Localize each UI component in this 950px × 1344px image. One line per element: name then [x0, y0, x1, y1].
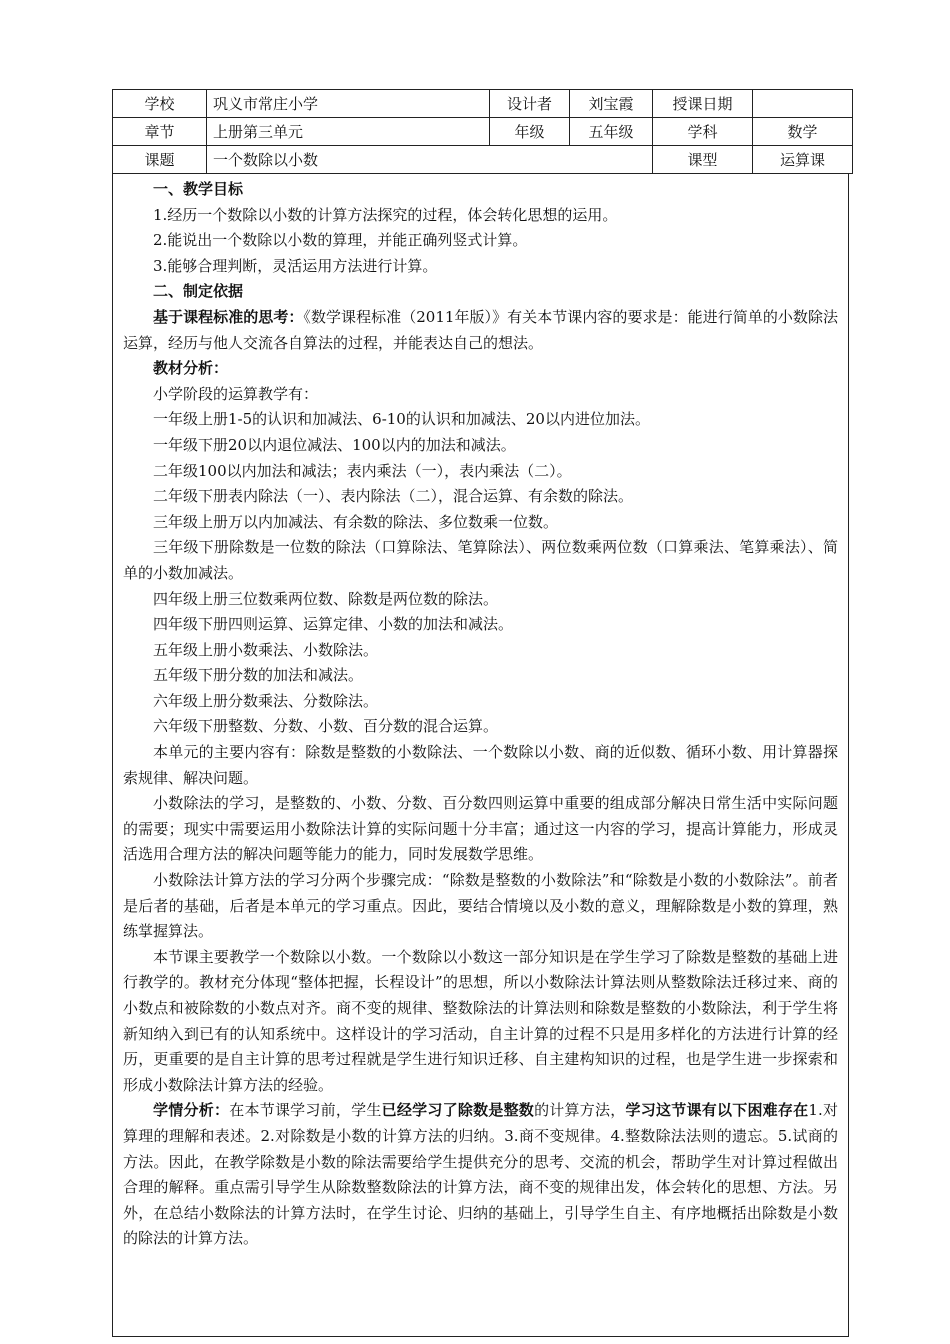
standard-text: 《数学课程标准（2011年版）》有关本节课内容的要求是：能进行简单的小数除法运算，经历与他人交流各自算法的过程，并能表达自己的想法。	[123, 307, 838, 352]
text-line: 五年级下册分数的加法和减法。	[153, 666, 364, 685]
goals-list	[123, 203, 838, 280]
goal-item: 2.能说出一个数除以小数的算理，并能正确列竖式计算。	[153, 231, 528, 250]
topic-label: 课题	[113, 146, 207, 174]
analysis-emphasis: 已经学习了除数是整数	[381, 1101, 535, 1120]
type-label: 课型	[653, 146, 753, 174]
header-table	[112, 89, 853, 174]
text-line: 小数除法计算方法的学习分两个步骤完成：“除数是整数的小数除法”和“除数是小数的小数除法”。前者是后者的基础，后者是本单元的学习重点。因此，要结合情境以及小数的意义，理解除数是小数的算理，熟练掌握算法。	[123, 871, 838, 941]
school-label: 学校	[113, 90, 207, 118]
text-line: 三年级下册除数是一位数的除法（口算除法、笔算除法）、两位数乘两位数（口算乘法、笔算乘法）、简单的小数加减法。	[123, 538, 838, 582]
date-label: 授课日期	[653, 90, 753, 118]
subject-label: 学科	[653, 118, 753, 146]
analysis-emphasis: 学习这节课有以下困难存在	[625, 1101, 809, 1120]
goal-item: 3.能够合理判断，灵活运用方法进行计算。	[153, 256, 438, 275]
text-line: 一年级上册1-5的认识和加减法、6-10的认识和加减法、20以内进位加法。	[153, 410, 650, 429]
chapter-value: 上册第三单元	[207, 118, 490, 146]
text-line: 小学阶段的运算教学有：	[153, 384, 319, 403]
text-line: 二年级下册表内除法（一）、表内除法（二），混合运算、有余数的除法。	[153, 487, 634, 506]
text-line: 二年级100以内加法和减法；表内乘法（一），表内乘法（二）。	[153, 461, 572, 480]
content-box	[112, 174, 849, 1337]
date-value	[753, 90, 853, 118]
text-line: 一年级下册20以内退位减法、100以内的加法和减法。	[153, 435, 516, 454]
text-line: 六年级下册整数、分数、小数、百分数的混合运算。	[153, 717, 499, 736]
textbook-analysis-label: 教材分析：	[153, 359, 229, 378]
header-row-chapter	[113, 118, 853, 146]
text-line: 本节课主要教学一个数除以小数。一个数除以小数这一部分知识是在学生学习了除数是整数的基础上进行教学的。教材充分体现“整体把握，长程设计”的思想，所以小数除法计算法则从整数除法迁移过来、商的小数点和被除数的小数点对齐。商不变的规律、整数除法的计算法则和除数是整数的小数除法，利于学生将新知纳入到已有的认知系统中。这样设计的学习活动，自主计算的过程不只是用多样化的方法进行计算的经历，更重要的是自主计算的思考过程就是学生进行知识迁移、自主建构知识的过程，也是学生进一步探索和形成小数除法计算方法的经验。	[123, 947, 838, 1094]
lesson-plan-document	[112, 89, 852, 1337]
analysis-text: 1.对算理的理解和表述。2.对除数是小数的计算方法的归纳。3.商不变规律。4.整数除法法则的遗忘。5.试商的方法。因此，在教学除数是小数的除法需要给学生提供充分的思考、交流的机会，帮助学生对计算过程做出合理的解释。重点需引导学生从除数整数除法的计算方法，商不变的规律出发，体会转化的思想、方法。另外，在总结小数除法的计算方法时，在学生讨论、归纳的基础上，引导学生自主、有序地概括出除数是小数的除法的计算方法。	[123, 1101, 838, 1248]
text-line: 五年级上册小数乘法、小数除法。	[153, 640, 379, 659]
grade-value: 五年级	[570, 118, 653, 146]
analysis-text: 在本节课学习前，学生	[229, 1101, 382, 1120]
section-heading-goals: 一、教学目标	[153, 180, 244, 198]
text-line: 三年级上册万以内加减法、有余数的除法、多位数乘一位数。	[153, 512, 559, 531]
learner-analysis-paragraph	[123, 1098, 838, 1252]
designer-value: 刘宝霞	[570, 90, 653, 118]
analysis-label: 学情分析：	[153, 1101, 230, 1120]
designer-label: 设计者	[490, 90, 570, 118]
analysis-text: 的计算方法，	[534, 1101, 626, 1120]
text-line: 小数除法的学习，是整数的、小数、分数、百分数四则运算中重要的组成部分解决日常生活中实际问题的需要；现实中需要运用小数除法计算的实际问题十分丰富；通过这一内容的学习，提高计算能力，形成灵活选用合理方法的解决问题等能力的能力，同时发展数学思维。	[123, 794, 838, 864]
chapter-label: 章节	[113, 118, 207, 146]
standard-label: 基于课程标准的思考：	[153, 307, 304, 326]
school-value: 巩义市常庄小学	[207, 90, 490, 118]
header-row-school	[113, 90, 853, 118]
header-row-topic	[113, 146, 853, 174]
text-line: 六年级上册分数乘法、分数除法。	[153, 691, 379, 710]
text-line: 本单元的主要内容有：除数是整数的小数除法、一个数除以小数、商的近似数、循环小数、用计算器探索规律、解决问题。	[123, 743, 838, 787]
grade-label: 年级	[490, 118, 570, 146]
subject-value: 数学	[753, 118, 853, 146]
type-value: 运算课	[753, 146, 853, 174]
goal-item: 1.经历一个数除以小数的计算方法探究的过程，体会转化思想的运用。	[153, 205, 618, 224]
curriculum-standard-paragraph	[123, 305, 838, 356]
text-line: 四年级上册三位数乘两位数、除数是两位数的除法。	[153, 589, 499, 608]
section-heading-basis: 二、制定依据	[153, 282, 244, 301]
topic-value: 一个数除以小数	[207, 146, 653, 174]
textbook-analysis-body	[123, 382, 838, 1099]
text-line: 四年级下册四则运算、运算定律、小数的加法和减法。	[153, 615, 514, 634]
